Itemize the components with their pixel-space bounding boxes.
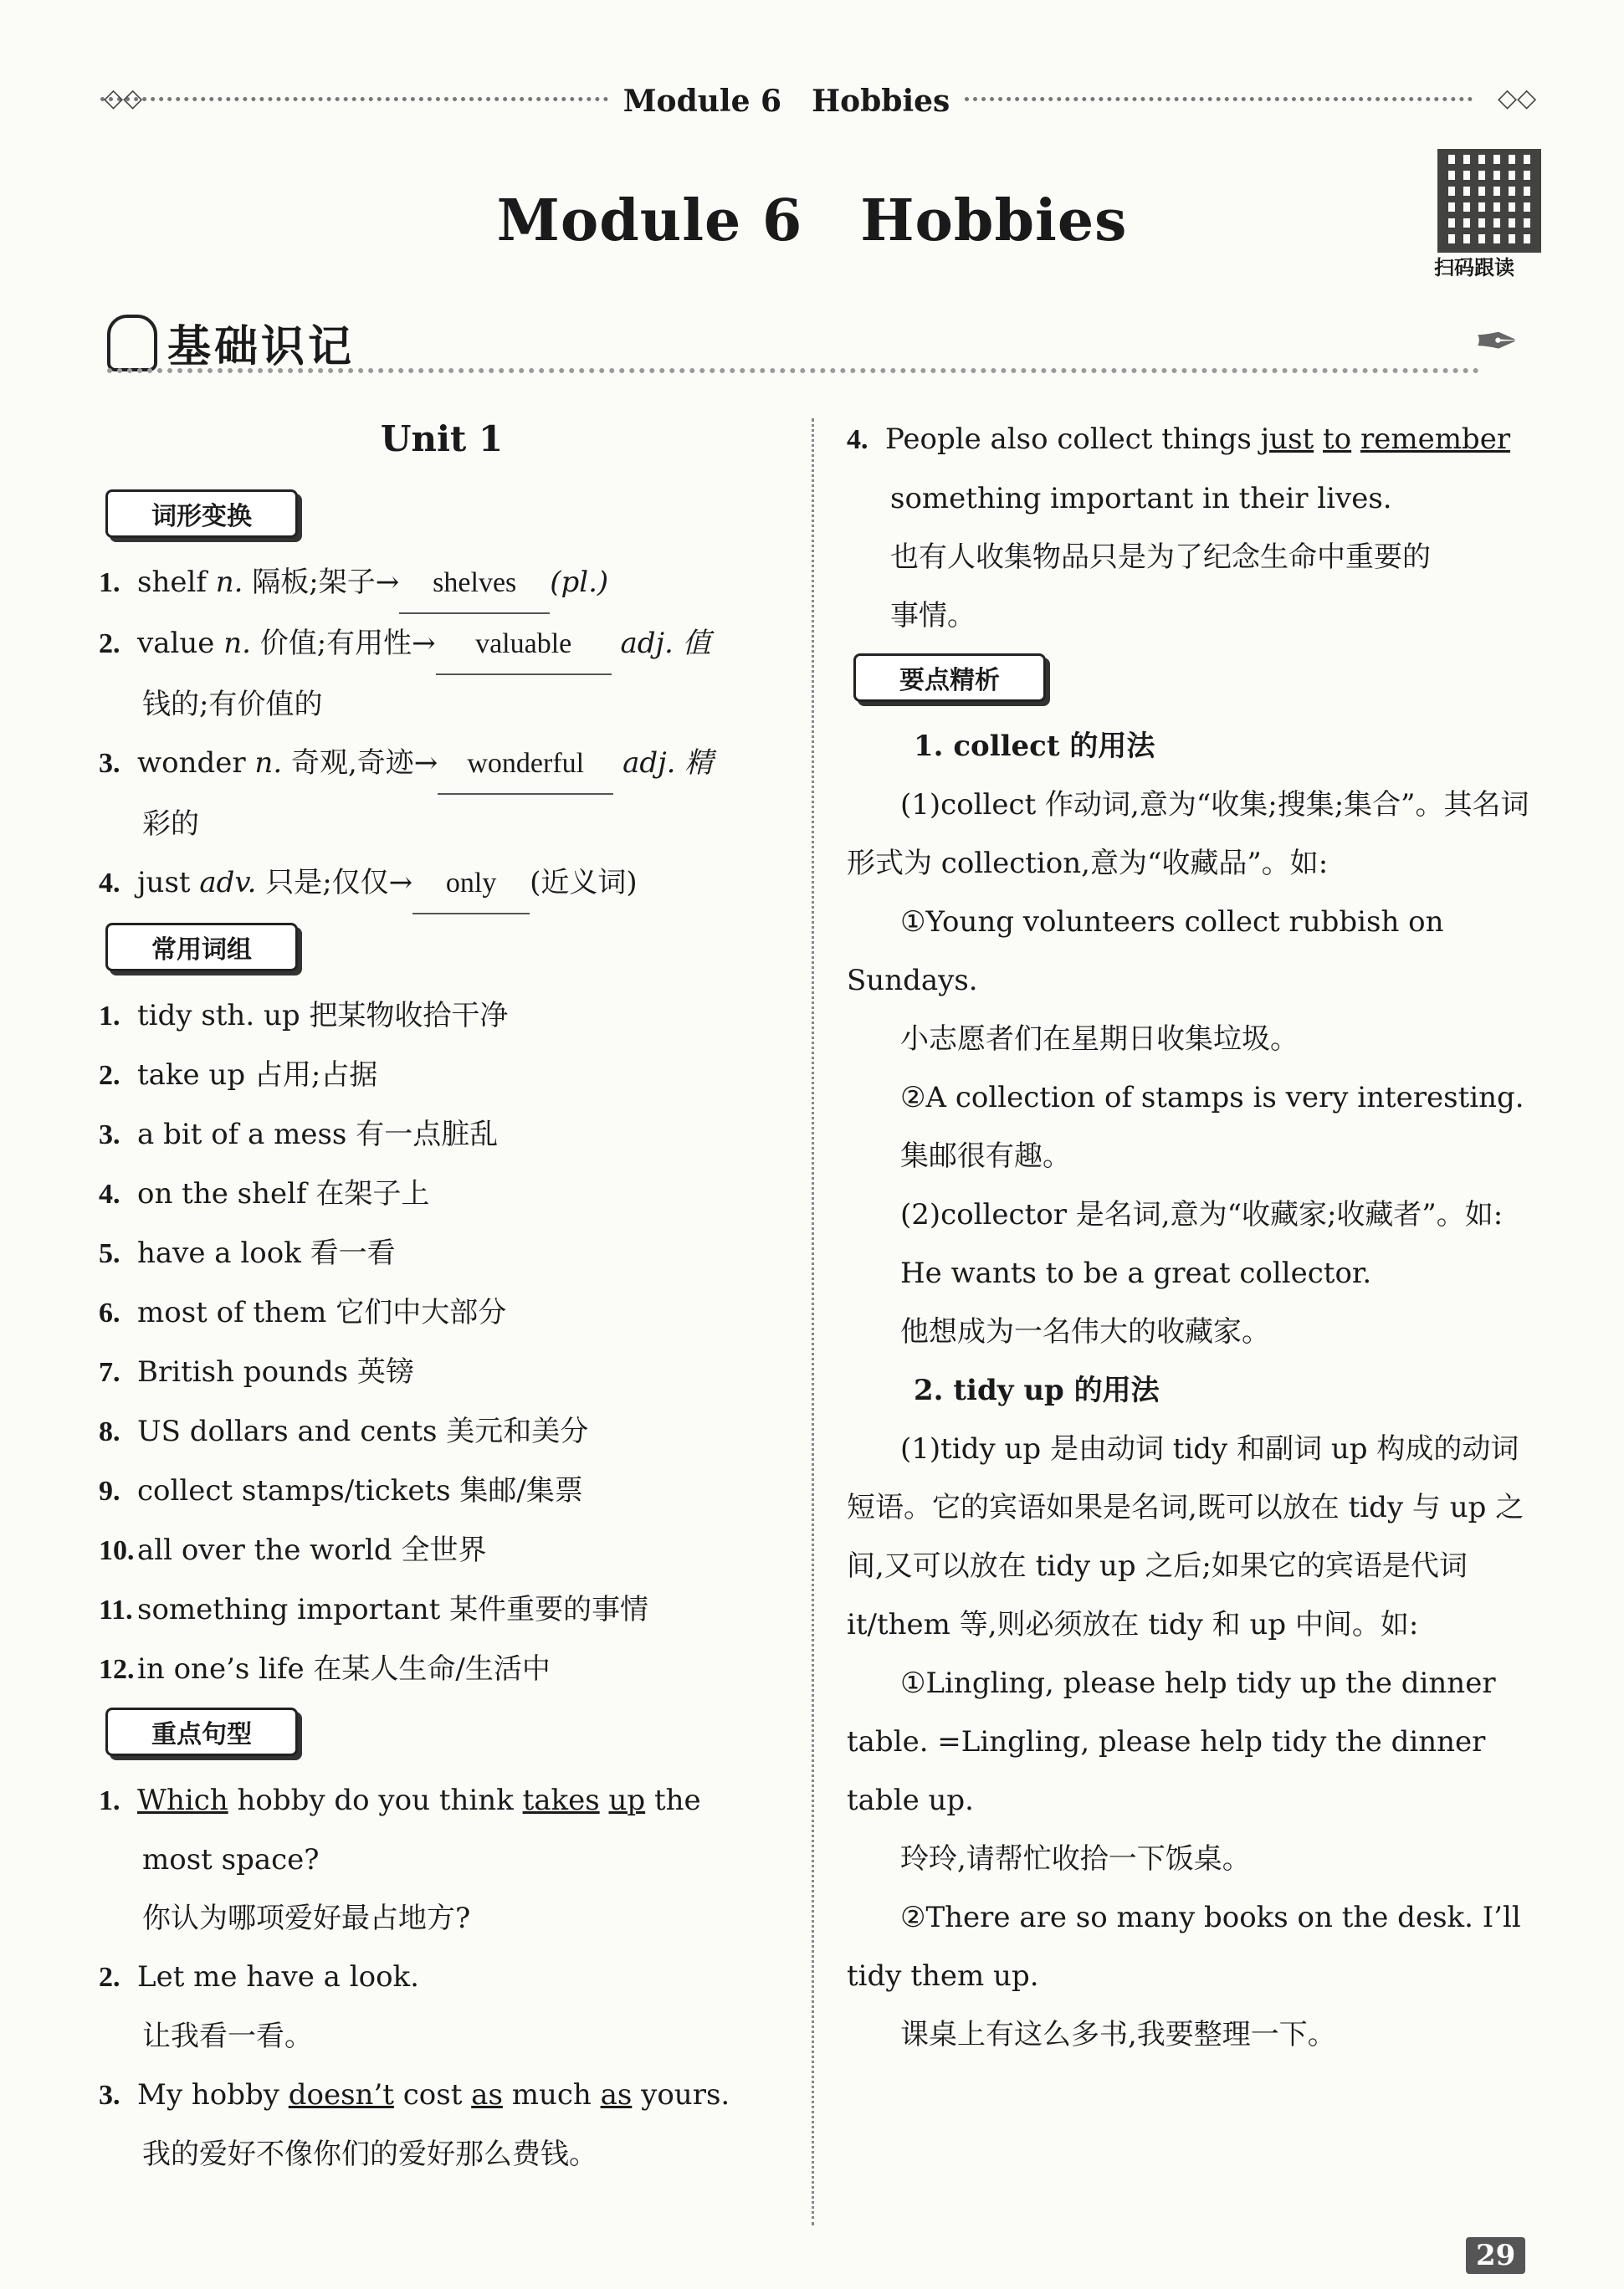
underlined-word: to (1323, 422, 1352, 456)
item-number: 9. (99, 1476, 120, 1507)
phrase-text: tidy sth. up 把某物收拾干净 (137, 999, 509, 1032)
item-number: 1. (99, 1785, 120, 1816)
sentence-text (600, 1784, 609, 1817)
phrase-item (99, 1165, 785, 1224)
right-column (847, 410, 1533, 2064)
sentence-translation: 你认为哪项爱好最占地方? (142, 1902, 471, 1935)
sentence-item (99, 1948, 785, 2007)
item-continuation: 钱的;有价值的 (142, 688, 323, 721)
phrase-item (99, 1283, 785, 1343)
example-translation: 课桌上有这么多书,我要整理一下。 (900, 2018, 1336, 2051)
phrase-text: British pounds 英镑 (137, 1355, 414, 1389)
sentence-continuation: most space? (142, 1843, 320, 1877)
sentence-translation: 事情。 (890, 599, 976, 632)
phrase-text: on the shelf 在架子上 (137, 1177, 430, 1211)
diamond-left-icon: ◇◇ (104, 84, 143, 113)
item-number: 6. (99, 1298, 120, 1329)
item-text: (pl.) (550, 566, 609, 599)
section-title: 基础识记 (167, 322, 356, 372)
item-text: wonder (137, 746, 255, 780)
column-divider (812, 418, 814, 2225)
underlined-word: up (608, 1784, 646, 1817)
phrase-text: most of them 它们中大部分 (137, 1296, 507, 1329)
phrase-text: US dollars and cents 美元和美分 (137, 1415, 589, 1448)
item-number: 11. (99, 1595, 133, 1626)
sentence-text: Let me have a look. (137, 1960, 419, 1994)
example-sentence: He wants to be a great collector. (900, 1257, 1372, 1290)
phrase-item (99, 1046, 785, 1105)
sentence-continuation: something important in their lives. (890, 482, 1392, 515)
item-text: adj. 精 (622, 746, 714, 780)
list-item (99, 553, 785, 614)
phrase-item (99, 1640, 785, 1699)
sentence-translation: 我的爱好不像你们的爱好那么费钱。 (142, 2138, 597, 2171)
item-number: 4. (847, 424, 868, 455)
item-number: 5. (99, 1238, 120, 1269)
header-title: Module 6 Hobbies (622, 83, 950, 119)
underlined-word: takes (522, 1784, 600, 1817)
feather-icon: ✒ (1474, 311, 1519, 373)
sentence-item (99, 2066, 785, 2125)
example-sentence: ②A collection of stamps is very interesting. (900, 1081, 1524, 1114)
section-header (107, 311, 355, 374)
header-dots-left (100, 97, 608, 101)
sentence-text: the (645, 1784, 701, 1817)
item-text: 奇观,奇迹→ (282, 746, 438, 780)
phrase-item (99, 1224, 785, 1283)
underlined-word: as (471, 2078, 503, 2112)
tag-key-sentences: 重点句型 (105, 1708, 298, 1756)
list-item (99, 734, 785, 795)
item-number: 2. (99, 628, 120, 659)
section-rule (107, 368, 1479, 373)
item-text: 只是;仅仅→ (256, 866, 413, 899)
list-item (99, 614, 785, 675)
item-number: 12. (99, 1654, 135, 1685)
item-number: 1. (99, 1001, 120, 1032)
example-translation: 小志愿者们在星期日收集垃圾。 (900, 1022, 1299, 1056)
tag-word-forms: 词形变换 (105, 489, 298, 538)
item-number: 2. (99, 1060, 120, 1091)
phrase-text: collect stamps/tickets 集邮/集票 (137, 1474, 583, 1508)
item-text: adj. 值 (620, 627, 711, 660)
tag-phrases: 常用词组 (105, 923, 298, 971)
phrase-item (99, 1343, 785, 1402)
item-number: 7. (99, 1357, 120, 1388)
phrase-text: all over the world 全世界 (137, 1534, 487, 1567)
answer-blank: only (412, 854, 530, 914)
phrase-item (99, 986, 785, 1046)
pos: n. (254, 746, 283, 780)
item-number: 4. (99, 868, 120, 899)
sentence-text: My hobby (137, 2078, 289, 2112)
item-text: 价值;有用性→ (250, 627, 436, 660)
phrase-item (99, 1521, 785, 1580)
sentence-text (1351, 422, 1360, 456)
qr-code-icon[interactable] (1437, 149, 1541, 253)
point-heading: 2. tidy up 的用法 (914, 1374, 1160, 1407)
answer-blank: shelves (399, 554, 550, 614)
sentence-text (1314, 422, 1323, 456)
phrase-item (99, 1105, 785, 1165)
underlined-word: just (1260, 422, 1314, 456)
example-translation: 玲玲,请帮忙收拾一下饭桌。 (900, 1842, 1251, 1876)
example-sentence: ②There are so many books on the desk. I’ll tidy them up. (847, 1901, 1521, 1993)
example-translation: 集邮很有趣。 (900, 1139, 1071, 1173)
item-text: 隔板;架子→ (243, 566, 400, 599)
item-number: 1. (99, 567, 120, 598)
sentence-text: much (502, 2078, 601, 2112)
qr-label: 扫码跟读 (1434, 256, 1514, 279)
item-text: value (137, 627, 224, 660)
underlined-word: remember (1360, 422, 1511, 456)
sentence-item (99, 1771, 785, 1831)
phrase-item (99, 1402, 785, 1462)
phrase-text: a bit of a mess 有一点脏乱 (137, 1118, 499, 1151)
item-number: 3. (99, 1119, 120, 1150)
head-brain-icon (107, 315, 157, 371)
example-translation: 他想成为一名伟大的收藏家。 (900, 1315, 1270, 1349)
running-header (100, 80, 1473, 117)
sentence-item (847, 410, 1533, 469)
list-item (99, 853, 785, 914)
explanation-paragraph: (1)tidy up 是由动词 tidy 和副词 up 构成的动词短语。它的宾语如果是名词,既可以放在 tidy 与 up 之间,又可以放在 tidy up 之后;如果它的宾语是代词 it/them 等,则必须放在 tidy 和 up 中间。如: (847, 1432, 1524, 1641)
pos: n. (223, 627, 251, 660)
item-text: shelf (137, 566, 216, 599)
diamond-right-icon: ◇◇ (1498, 84, 1537, 113)
answer-blank: valuable (436, 615, 612, 675)
item-number: 2. (99, 1962, 120, 1993)
phrase-item (99, 1580, 785, 1640)
underlined-word: as (600, 2078, 633, 2112)
unit-title: Unit 1 (380, 418, 504, 459)
item-text: just (137, 866, 200, 899)
phrase-text: in one’s life 在某人生命/生活中 (137, 1652, 551, 1686)
item-number: 4. (99, 1179, 120, 1210)
phrase-text: take up 占用;占据 (137, 1058, 378, 1092)
item-continuation: 彩的 (142, 807, 199, 841)
pos: adv. (199, 866, 257, 899)
sentence-text: hobby do you think (228, 1784, 523, 1817)
item-number: 10. (99, 1535, 135, 1566)
item-number: 8. (99, 1416, 120, 1447)
example-sentence: ①Young volunteers collect rubbish on Sundays. (847, 905, 1444, 997)
phrase-text: have a look 看一看 (137, 1237, 396, 1270)
sentence-text: cost (393, 2078, 472, 2112)
sentence-text: People also collect things (885, 422, 1261, 456)
point-heading: 1. collect 的用法 (914, 730, 1155, 763)
header-dots-right (965, 97, 1473, 101)
sentence-translation: 也有人收集物品只是为了纪念生命中重要的 (890, 540, 1431, 574)
item-text: (近义词) (530, 866, 638, 899)
underlined-word: doesn’t (288, 2078, 394, 2112)
phrase-text: something important 某件重要的事情 (137, 1593, 649, 1626)
phrase-item (99, 1462, 785, 1521)
tag-key-points: 要点精析 (853, 653, 1046, 702)
underlined-word: Which (137, 1784, 228, 1817)
page-number: 29 (1466, 2237, 1525, 2274)
item-number: 3. (99, 748, 120, 779)
item-number: 3. (99, 2080, 120, 2111)
sentence-translation: 让我看一看。 (142, 2020, 313, 2053)
page-title: Module 6 Hobbies (496, 187, 1128, 254)
example-sentence: ①Lingling, please help tidy up the dinner table. =Lingling, please help tidy the dinner table up. (847, 1667, 1496, 1817)
left-column (99, 410, 785, 2184)
answer-blank: wonderful (438, 735, 613, 795)
sentence-text: yours. (632, 2078, 730, 2112)
pos: n. (215, 566, 243, 599)
explanation-paragraph: (1)collect 作动词,意为“收集;搜集;集合”。其名词形式为 collection,意为“收藏品”。如: (847, 788, 1529, 880)
explanation-paragraph: (2)collector 是名词,意为“收藏家;收藏者”。如: (900, 1198, 1504, 1232)
